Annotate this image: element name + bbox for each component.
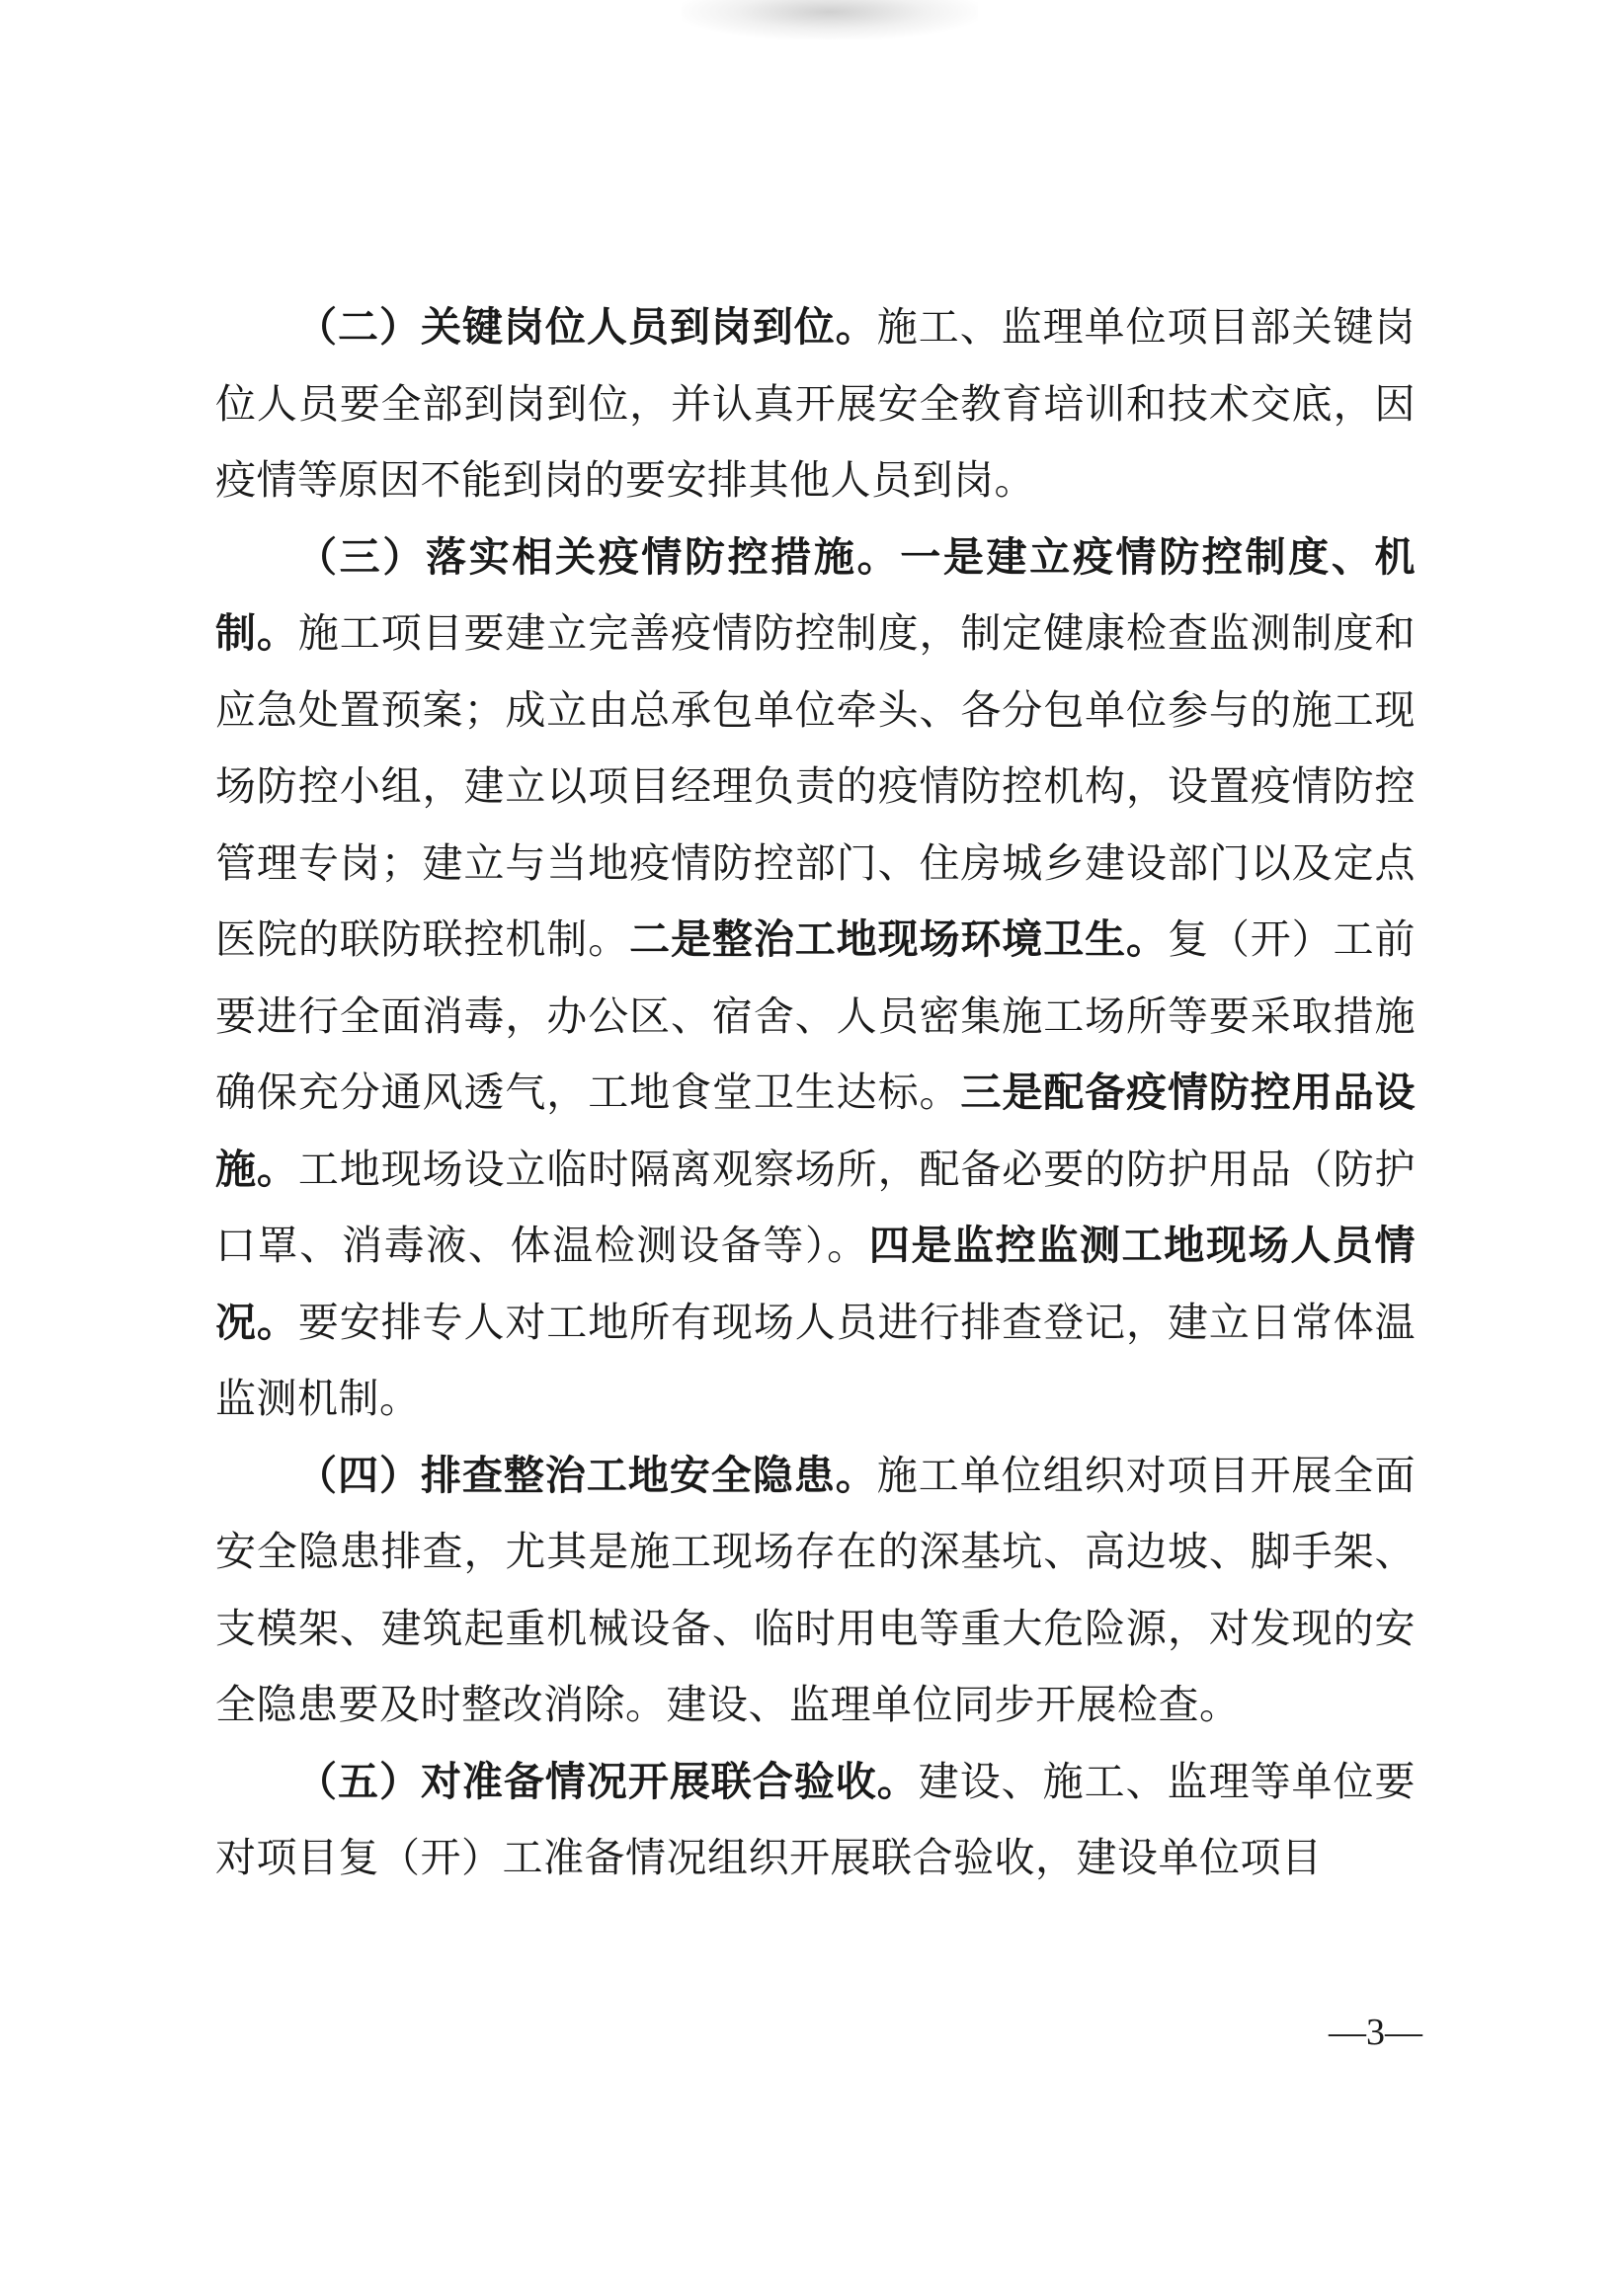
heading-safety-hazards: （四）排查整治工地安全隐患。: [296, 1451, 877, 1499]
heading-epidemic-measures: （三）落实相关疫情防控措施。一是建立疫情防控制度、机制。: [215, 532, 1416, 657]
paragraph-key-personnel: [215, 289, 1416, 519]
body-text: 施工单位组织对项目开展全面安全隐患排查，尤其是施工现场存在的深基坑、高边坡、脚手架、支模架、建筑起重机械设备、临时用电等重大危险源，对发现的安全隐患要及时整改消除。建设、监理单位同步开展检查。: [215, 1451, 1417, 1728]
subheading-site-hygiene: 二是整治工地现场环境卫生。: [629, 915, 1168, 963]
body-text: 要安排专人对工地所有现场人员进行排查登记，建立日常体温监测机制。: [215, 1298, 1417, 1422]
subheading-supplies: 三是配备疫情防控用品设施。: [215, 1069, 1417, 1193]
paragraph-joint-acceptance: [215, 1744, 1416, 1897]
scan-artifact: [682, 0, 978, 40]
body-text: 复（开）工前要进行全面消毒，办公区、宿舍、人员密集施工场所等要采取措施确保充分通风透气，工地食堂卫生达标。: [215, 915, 1417, 1116]
heading-joint-acceptance: （五）对准备情况开展联合验收。: [296, 1757, 919, 1805]
body-text: 工地现场设立临时隔离观察场所，配备必要的防护用品（防护口罩、消毒液、体温检测设备等）。: [215, 1145, 1417, 1269]
document-body: [215, 289, 1416, 1897]
subheading-monitoring: 四是监控监测工地现场人员情况。: [215, 1222, 1417, 1346]
heading-key-personnel: （二）关键岗位人员到岗到位。: [296, 303, 877, 351]
paragraph-safety-hazards: [215, 1438, 1416, 1744]
body-text: 施工项目要建立完善疫情防控制度，制定健康检查监测制度和应急处置预案；成立由总承包单位牵头、各分包单位参与的施工现场防控小组，建立以项目经理负责的疫情防控机构，设置疫情防控管理专岗；建立与当地疫情防控部门、住房城乡建设部门以及定点医院的联防联控机制。: [215, 609, 1417, 963]
page-number: —3—: [1329, 2012, 1422, 2053]
body-text: 建设、施工、监理等单位要对项目复（开）工准备情况组织开展联合验收，建设单位项目: [215, 1757, 1417, 1881]
body-text: 施工、监理单位项目部关键岗位人员要全部到岗到位，并认真开展安全教育培训和技术交底，因疫情等原因不能到岗的要安排其他人员到岗。: [215, 303, 1417, 504]
paragraph-epidemic-measures: [215, 519, 1416, 1438]
